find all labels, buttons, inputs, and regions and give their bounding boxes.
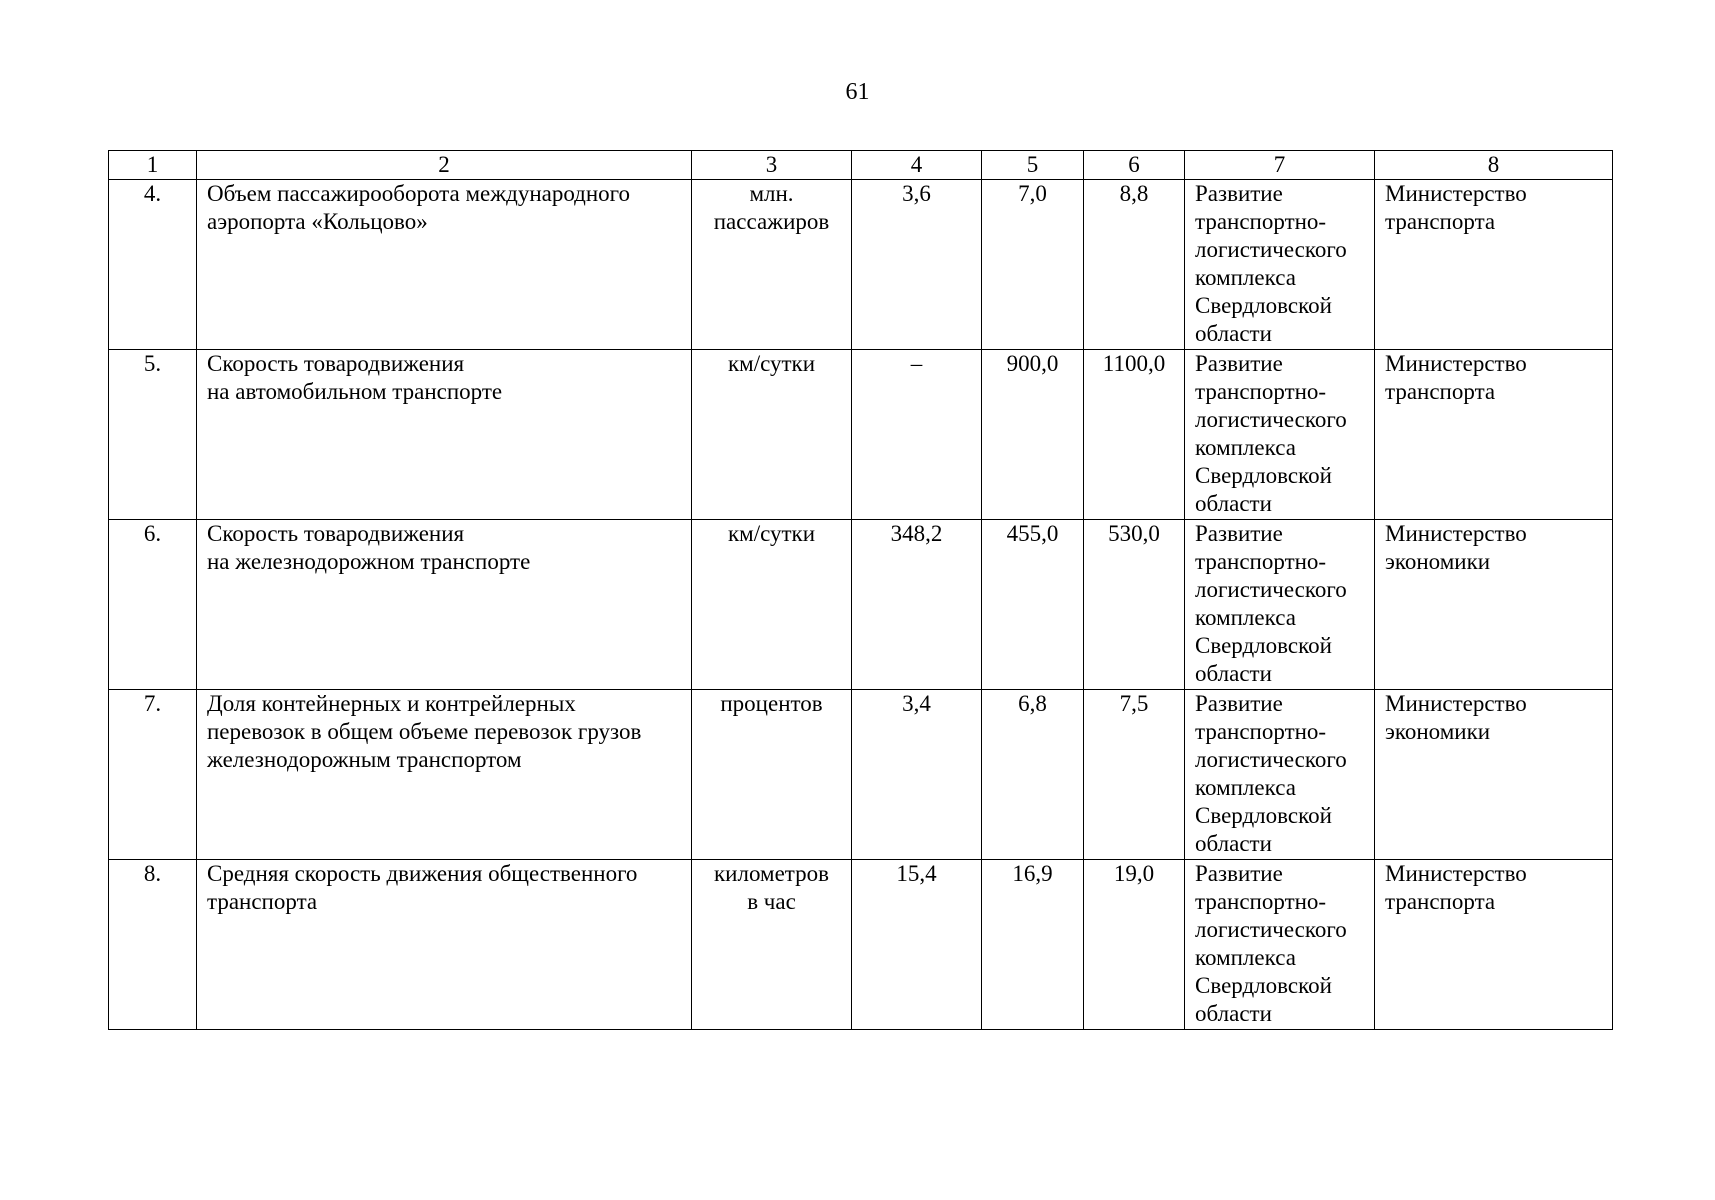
page-number: 61	[845, 79, 870, 105]
unit-of-measure: км/сутки	[692, 350, 852, 520]
indicator-name: Доля контейнерных и контрейлерных перевозок в общем объеме перевозок грузов железнодорожным транспортом	[197, 690, 692, 860]
program-name: Развитие транспортно- логистического комплекса Свердловской области	[1185, 690, 1375, 860]
header-col-6: 6	[1084, 151, 1185, 180]
table-row	[109, 180, 1613, 350]
indicators-table	[108, 150, 1613, 1030]
responsible-body: Министерство транспорта	[1375, 350, 1613, 520]
responsible-body: Министерство транспорта	[1375, 860, 1613, 1030]
indicator-name: Скорость товародвижения на автомобильном транспорте	[197, 350, 692, 520]
value-col-5: 6,8	[982, 690, 1084, 860]
value-col-6: 530,0	[1084, 520, 1185, 690]
row-number: 6.	[109, 520, 197, 690]
value-col-5: 900,0	[982, 350, 1084, 520]
value-col-4: –	[852, 350, 982, 520]
header-col-1: 1	[109, 151, 197, 180]
value-col-6: 8,8	[1084, 180, 1185, 350]
value-col-6: 7,5	[1084, 690, 1185, 860]
unit-of-measure: млн. пассажиров	[692, 180, 852, 350]
header-col-4: 4	[852, 151, 982, 180]
row-number: 5.	[109, 350, 197, 520]
indicator-name: Средняя скорость движения общественного транспорта	[197, 860, 692, 1030]
program-name: Развитие транспортно- логистического комплекса Свердловской области	[1185, 520, 1375, 690]
row-number: 7.	[109, 690, 197, 860]
table-row	[109, 860, 1613, 1030]
program-name: Развитие транспортно- логистического комплекса Свердловской области	[1185, 350, 1375, 520]
row-number: 8.	[109, 860, 197, 1030]
header-col-2: 2	[197, 151, 692, 180]
value-col-6: 1100,0	[1084, 350, 1185, 520]
table-row	[109, 520, 1613, 690]
value-col-4: 3,6	[852, 180, 982, 350]
table-row	[109, 350, 1613, 520]
header-row	[109, 151, 1613, 180]
unit-of-measure: процентов	[692, 690, 852, 860]
indicator-name: Объем пассажирооборота международного аэропорта «Кольцово»	[197, 180, 692, 350]
responsible-body: Министерство транспорта	[1375, 180, 1613, 350]
program-name: Развитие транспортно- логистического комплекса Свердловской области	[1185, 180, 1375, 350]
value-col-6: 19,0	[1084, 860, 1185, 1030]
value-col-5: 455,0	[982, 520, 1084, 690]
header-col-3: 3	[692, 151, 852, 180]
header-col-5: 5	[982, 151, 1084, 180]
row-number: 4.	[109, 180, 197, 350]
header-col-8: 8	[1375, 151, 1613, 180]
value-col-4: 348,2	[852, 520, 982, 690]
table-body	[109, 180, 1613, 1030]
responsible-body: Министерство экономики	[1375, 520, 1613, 690]
header-col-7: 7	[1185, 151, 1375, 180]
value-col-4: 3,4	[852, 690, 982, 860]
program-name: Развитие транспортно- логистического комплекса Свердловской области	[1185, 860, 1375, 1030]
value-col-4: 15,4	[852, 860, 982, 1030]
table-header	[109, 151, 1613, 180]
unit-of-measure: км/сутки	[692, 520, 852, 690]
unit-of-measure: километров в час	[692, 860, 852, 1030]
table-row	[109, 690, 1613, 860]
responsible-body: Министерство экономики	[1375, 690, 1613, 860]
indicator-name: Скорость товародвижения на железнодорожном транспорте	[197, 520, 692, 690]
value-col-5: 7,0	[982, 180, 1084, 350]
value-col-5: 16,9	[982, 860, 1084, 1030]
